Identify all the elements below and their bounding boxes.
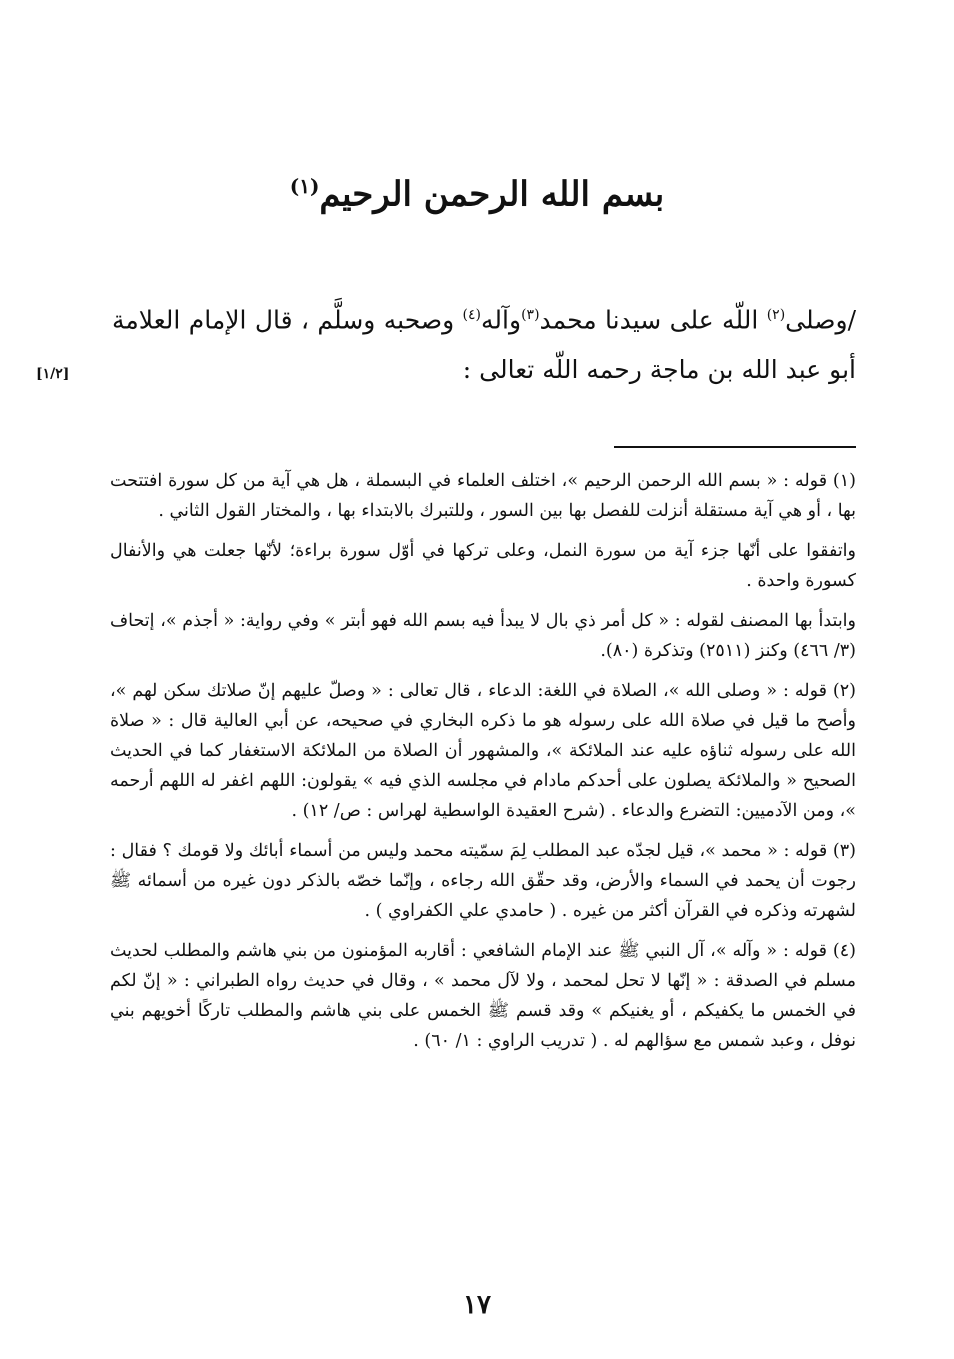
footnote-4: (٤) قوله : « وآله »، آل النبي ﷺ عند الإمام الشافعي : أقاربه المؤمنون من بني هاشم والمطلب لحديث مسلم في الصدقة : « إنّها لا تحل لمحمد ، ولا لآل محمد » ، وقال في حديث رواه الطبراني : « إنّ لكم في الخمس ما يكفيكم ، أو يغنيكم » وقد قسم ﷺ الخمس على بني هاشم والمطلب تاركًا أخويهم بني نوفل ، وعبد شمس مع سؤالهم له . ( تدريب الراوي : ١/ ٦٠) . bbox=[110, 941, 856, 1051]
main-text-segment: وصحبه وسلَّم ، قال الإمام العلامة أبو عبد الله بن ماجة رحمه اللّه تعالى : bbox=[112, 305, 856, 385]
main-text-segment: /وصلى bbox=[785, 305, 857, 335]
page-number: ١٧ bbox=[463, 1290, 491, 1320]
footnote-1-continuation: وابتدأ بها المصنف لقوله : « كل أمر ذي بال لا يبدأ فيه بسم الله فهو أبتر » وفي رواية: « أجذم »، إتحاف (٣/ ٤٦٦) وكنز (٢٥١١) وتذكرة (٨٠). bbox=[110, 611, 856, 661]
footnote-ref-4: (٤) bbox=[462, 307, 482, 323]
footnote-2: (٢) قوله : « وصلى الله »، الصلاة في اللغة: الدعاء ، قال تعالى : « وصلّ عليهم إنّ صلاتك سكن لهم »، وأصح ما قيل في صلاة الله على رسوله هو ما ذكره البخاري في صحيحه، عن أبي العالية قال : « صلاة الله على رسوله ثناؤه عليه عند الملائكة »، والمشهور أن الصلاة من الملائكة الاستغفار كما في الحديث الصحيح « والملائكة يصلون على أحدكم مادام في مجلسه الذي فيه » يقولون: اللهم اغفر له اللهم أرحمه »، ومن الآدميين: التضرع والدعاء . (شرح العقيدة الواسطية لهراس : ص/ ١٢) . bbox=[110, 681, 856, 821]
manuscript-folio-marker: [١/٢] bbox=[36, 366, 70, 382]
footnote-ref-2: (٢) bbox=[766, 307, 786, 323]
footnote-1-continuation: واتفقوا على أنّها جزء آية من سورة النمل، وعلى تركها في أوّل سورة براءة؛ لأنّها جعلت هي والأنفال كسورة واحدة . bbox=[110, 541, 856, 591]
page-title bbox=[0, 160, 954, 220]
footnote-1: (١) قوله : « بسم الله الرحمن الرحيم »، اختلف العلماء في البسملة ، هل هي آية من كل سورة افتتحت بها ، أو هي آية مستقلة أنزلت للفصل بها بين السور ، وللتبرك بالابتداء بها ، والمختار القول الثاني . bbox=[110, 471, 856, 521]
footnotes-section bbox=[110, 466, 856, 1066]
footnote-separator bbox=[614, 446, 856, 448]
opening-paragraph bbox=[112, 290, 856, 395]
main-text-segment: وآله bbox=[481, 305, 522, 335]
footnote-ref-3: (٣) bbox=[521, 307, 540, 323]
title-footnote-ref: (١) bbox=[289, 174, 320, 198]
main-text-segment: اللّه على سيدنا محمد bbox=[539, 305, 767, 335]
title-text: بسم الله الرحمن الرحيم bbox=[319, 174, 665, 215]
footnote-3: (٣) قوله : « محمد »، قيل لجدّه عبد المطلب لِمَ سمّيته محمد وليس من أسماء أبائك ولا قومك ؟ فقال : رجوت أن يحمد في السماء والأرض، وقد حقّق الله رجاءه ، وإنّما خصّه بالذكر دون غيره من أسمائه ﷺ لشهرته وذكره في القرآن أكثر من غيره . ( حامدي علي الكفراوي ) . bbox=[110, 841, 856, 921]
